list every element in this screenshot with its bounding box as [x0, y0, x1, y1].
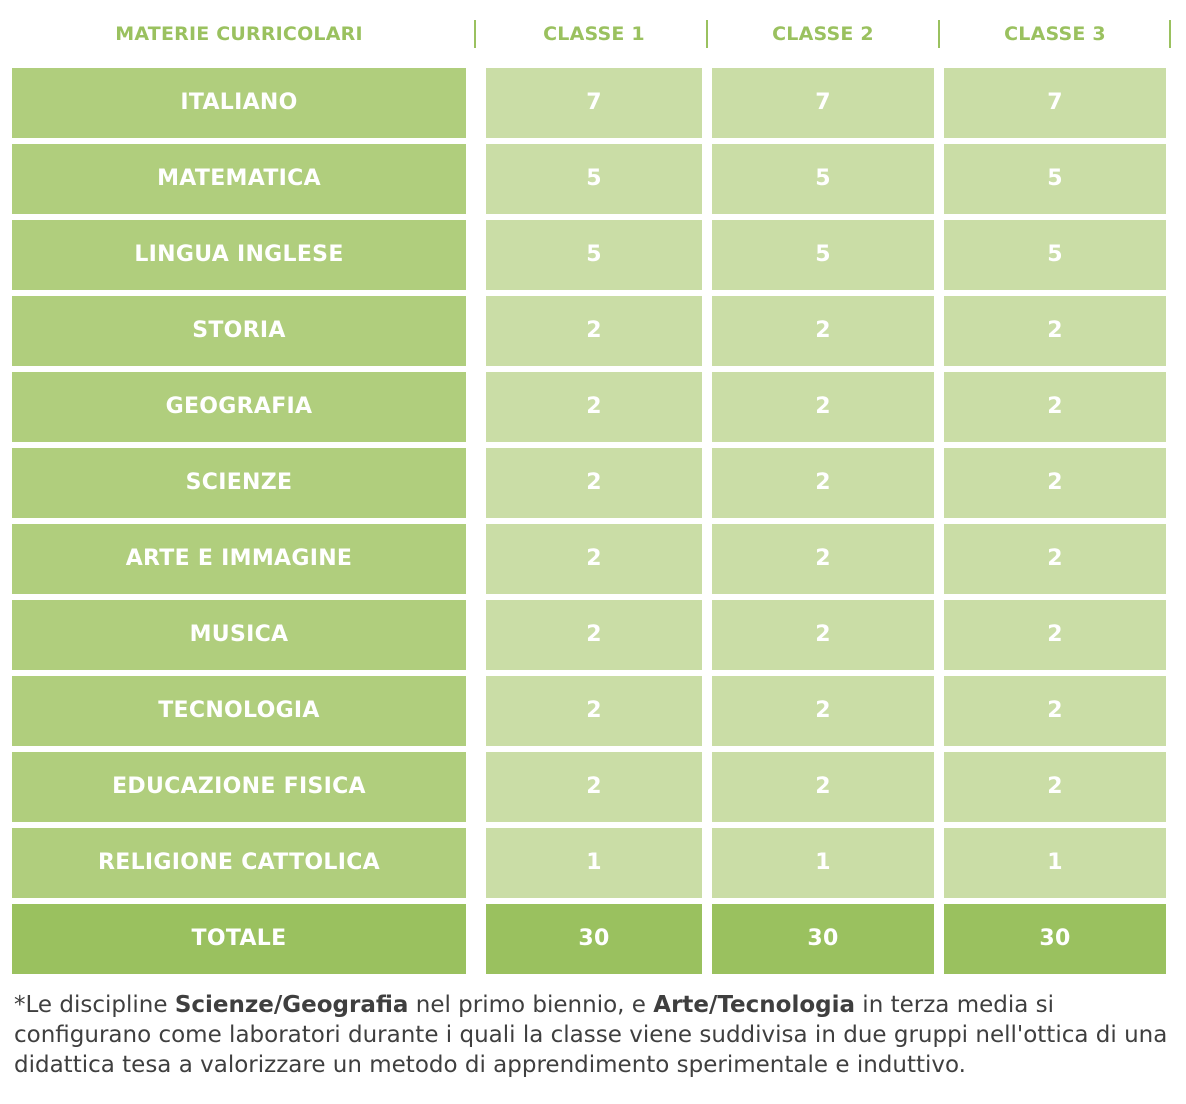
header-class-3: CLASSE 3 — [1004, 23, 1106, 45]
class-2-hours: 2 — [712, 296, 934, 366]
class-2-total: 30 — [712, 904, 934, 974]
class-2-hours: 5 — [712, 144, 934, 214]
table-row — [0, 372, 1186, 442]
class-2-hours: 5 — [712, 220, 934, 290]
class-1-hours: 2 — [486, 524, 702, 594]
header-divider — [706, 20, 708, 48]
header-divider — [1169, 20, 1171, 48]
footnote-bold-art-technology: Arte/Tecnologia — [653, 992, 855, 1018]
class-3-hours: 2 — [944, 524, 1166, 594]
table-row — [0, 144, 1186, 214]
class-3-hours: 7 — [944, 68, 1166, 138]
subject-cell: GEOGRAFIA — [12, 372, 466, 442]
header-divider — [938, 20, 940, 48]
class-1-hours: 2 — [486, 372, 702, 442]
class-3-hours: 2 — [944, 752, 1166, 822]
class-2-hours: 1 — [712, 828, 934, 898]
subject-cell: ARTE E IMMAGINE — [12, 524, 466, 594]
class-3-total: 30 — [944, 904, 1166, 974]
subject-cell: STORIA — [12, 296, 466, 366]
table-header — [0, 14, 1186, 54]
class-1-hours: 2 — [486, 600, 702, 670]
subject-cell: MUSICA — [12, 600, 466, 670]
table-row — [0, 676, 1186, 746]
footnote-bold-science-geography: Scienze/Geografia — [174, 992, 409, 1018]
class-2-hours: 2 — [712, 372, 934, 442]
class-1-total: 30 — [486, 904, 702, 974]
class-2-hours: 2 — [712, 752, 934, 822]
class-3-hours: 1 — [944, 828, 1166, 898]
table-row — [0, 296, 1186, 366]
class-3-hours: 5 — [944, 220, 1166, 290]
subject-cell: EDUCAZIONE FISICA — [12, 752, 466, 822]
class-2-hours: 2 — [712, 524, 934, 594]
subject-cell: TECNOLOGIA — [12, 676, 466, 746]
class-3-hours: 2 — [944, 296, 1166, 366]
table-row — [0, 68, 1186, 138]
table-row — [0, 220, 1186, 290]
class-3-hours: 2 — [944, 372, 1166, 442]
class-3-hours: 2 — [944, 676, 1166, 746]
class-2-hours: 7 — [712, 68, 934, 138]
subject-cell: MATEMATICA — [12, 144, 466, 214]
footnote-text: in terza media si configurano come laboratori durante i quali la classe viene suddivisa in due gruppi nell'ottica di una didattica tesa a valorizzare un metodo di apprendimento sperimentale e induttivo. — [14, 992, 1168, 1078]
subject-cell: LINGUA INGLESE — [12, 220, 466, 290]
subject-cell: RELIGIONE CATTOLICA — [12, 828, 466, 898]
class-1-hours: 1 — [486, 828, 702, 898]
class-2-hours: 2 — [712, 448, 934, 518]
class-1-hours: 5 — [486, 220, 702, 290]
table-row — [0, 828, 1186, 898]
total-label: TOTALE — [12, 904, 466, 974]
table-row — [0, 752, 1186, 822]
class-2-hours: 2 — [712, 676, 934, 746]
total-row — [0, 904, 1186, 974]
subject-cell: ITALIANO — [12, 68, 466, 138]
class-3-hours: 5 — [944, 144, 1166, 214]
class-1-hours: 5 — [486, 144, 702, 214]
class-1-hours: 7 — [486, 68, 702, 138]
header-class-2: CLASSE 2 — [772, 23, 874, 45]
footnote-text: *Le discipline — [14, 992, 175, 1018]
table-row — [0, 448, 1186, 518]
subject-cell: SCIENZE — [12, 448, 466, 518]
table-row — [0, 524, 1186, 594]
footnote-text: nel primo biennio, e — [408, 992, 654, 1018]
header-subject: MATERIE CURRICOLARI — [115, 23, 363, 45]
table-row — [0, 600, 1186, 670]
footnote — [14, 990, 1174, 1080]
class-3-hours: 2 — [944, 600, 1166, 670]
class-1-hours: 2 — [486, 676, 702, 746]
class-1-hours: 2 — [486, 448, 702, 518]
class-2-hours: 2 — [712, 600, 934, 670]
class-3-hours: 2 — [944, 448, 1166, 518]
header-class-1: CLASSE 1 — [543, 23, 645, 45]
class-1-hours: 2 — [486, 296, 702, 366]
class-1-hours: 2 — [486, 752, 702, 822]
header-divider — [474, 20, 476, 48]
